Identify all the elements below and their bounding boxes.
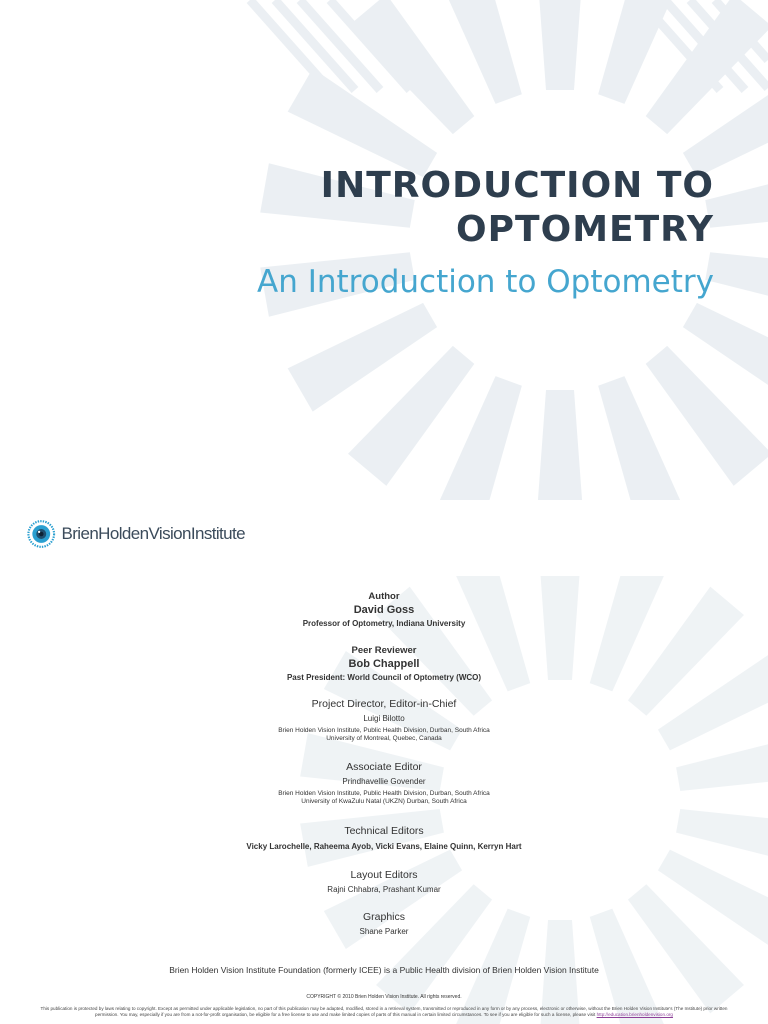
author-description: Professor of Optometry, Indiana University bbox=[302, 619, 466, 628]
logo-name-part-2: VisionInstitute bbox=[148, 524, 245, 543]
associate-name: Prindhavellie Govender bbox=[342, 777, 426, 786]
director-affiliation-2: University of Montreal, Quebec, Canada bbox=[326, 735, 442, 742]
copyright-line: COPYRIGHT © 2010 Brien Holden Vision Institute. All rights reserved. bbox=[306, 994, 462, 1000]
education-link[interactable]: http://education.brienholdenvision.org bbox=[596, 1011, 673, 1017]
legal-notice bbox=[30, 1006, 738, 1017]
graphics-name: Shane Parker bbox=[359, 927, 409, 936]
foundation-statement: Brien Holden Vision Institute Foundation (formerly ICEE) is a Public Health division of Brien Holden Vision Institute bbox=[169, 965, 599, 975]
technical-editors-names: Vicky Larochelle, Raheema Ayob, Vicki Evans, Elaine Quinn, Kerryn Hart bbox=[246, 842, 522, 851]
document-subtitle: An Introduction to Optometry bbox=[257, 264, 714, 300]
associate-affiliation-1: Brien Holden Vision Institute, Public Health Division, Durban, South Africa bbox=[278, 790, 490, 797]
reviewer-name: Bob Chappell bbox=[348, 658, 420, 670]
layout-editors-label: Layout Editors bbox=[350, 869, 418, 881]
document-title bbox=[154, 164, 714, 252]
reviewer-label: Peer Reviewer bbox=[351, 645, 417, 656]
reviewer-description: Past President: World Council of Optometry (WCO) bbox=[286, 673, 482, 682]
technical-editors-label: Technical Editors bbox=[344, 825, 424, 837]
logo-name-part-1: BrienHolden bbox=[61, 524, 149, 543]
associate-label: Associate Editor bbox=[346, 761, 422, 773]
logo-wordmark bbox=[62, 524, 246, 544]
director-affiliation-1: Brien Holden Vision Institute, Public Health Division, Durban, South Africa bbox=[278, 727, 490, 734]
graphics-label: Graphics bbox=[362, 911, 405, 923]
director-label: Project Director, Editor-in-Chief bbox=[311, 698, 457, 710]
eye-logo-icon bbox=[27, 514, 56, 554]
title-line-1: INTRODUCTION TO bbox=[320, 165, 714, 206]
title-line-2: OPTOMETRY bbox=[456, 209, 714, 250]
author-name: David Goss bbox=[353, 604, 415, 616]
associate-affiliation-2: University of KwaZulu Natal (UKZN) Durban, South Africa bbox=[301, 798, 467, 805]
director-name: Luigi Bilotto bbox=[363, 714, 405, 723]
legal-text: This publication is protected by laws relating to copyright. Except as permitted under applicable legislation, no part of this publication may be adapted, modified, stored in a retrieval system, transmitted or reproduced in any form or by any process, electronic or otherwise, without the Brien Holden Vision Institute's (The Institute) prior written permission. You may, especially if you are from a not-for-profit organisation, be eligible for a free license to use and make limited copies of parts of this manual in certain limited circumstances. To see if you are eligible for such a license, please visit bbox=[40, 1006, 728, 1017]
author-label: Author bbox=[368, 591, 400, 602]
brien-holden-logo bbox=[27, 512, 245, 556]
layout-editors-names: Rajni Chhabra, Prashant Kumar bbox=[327, 885, 441, 894]
